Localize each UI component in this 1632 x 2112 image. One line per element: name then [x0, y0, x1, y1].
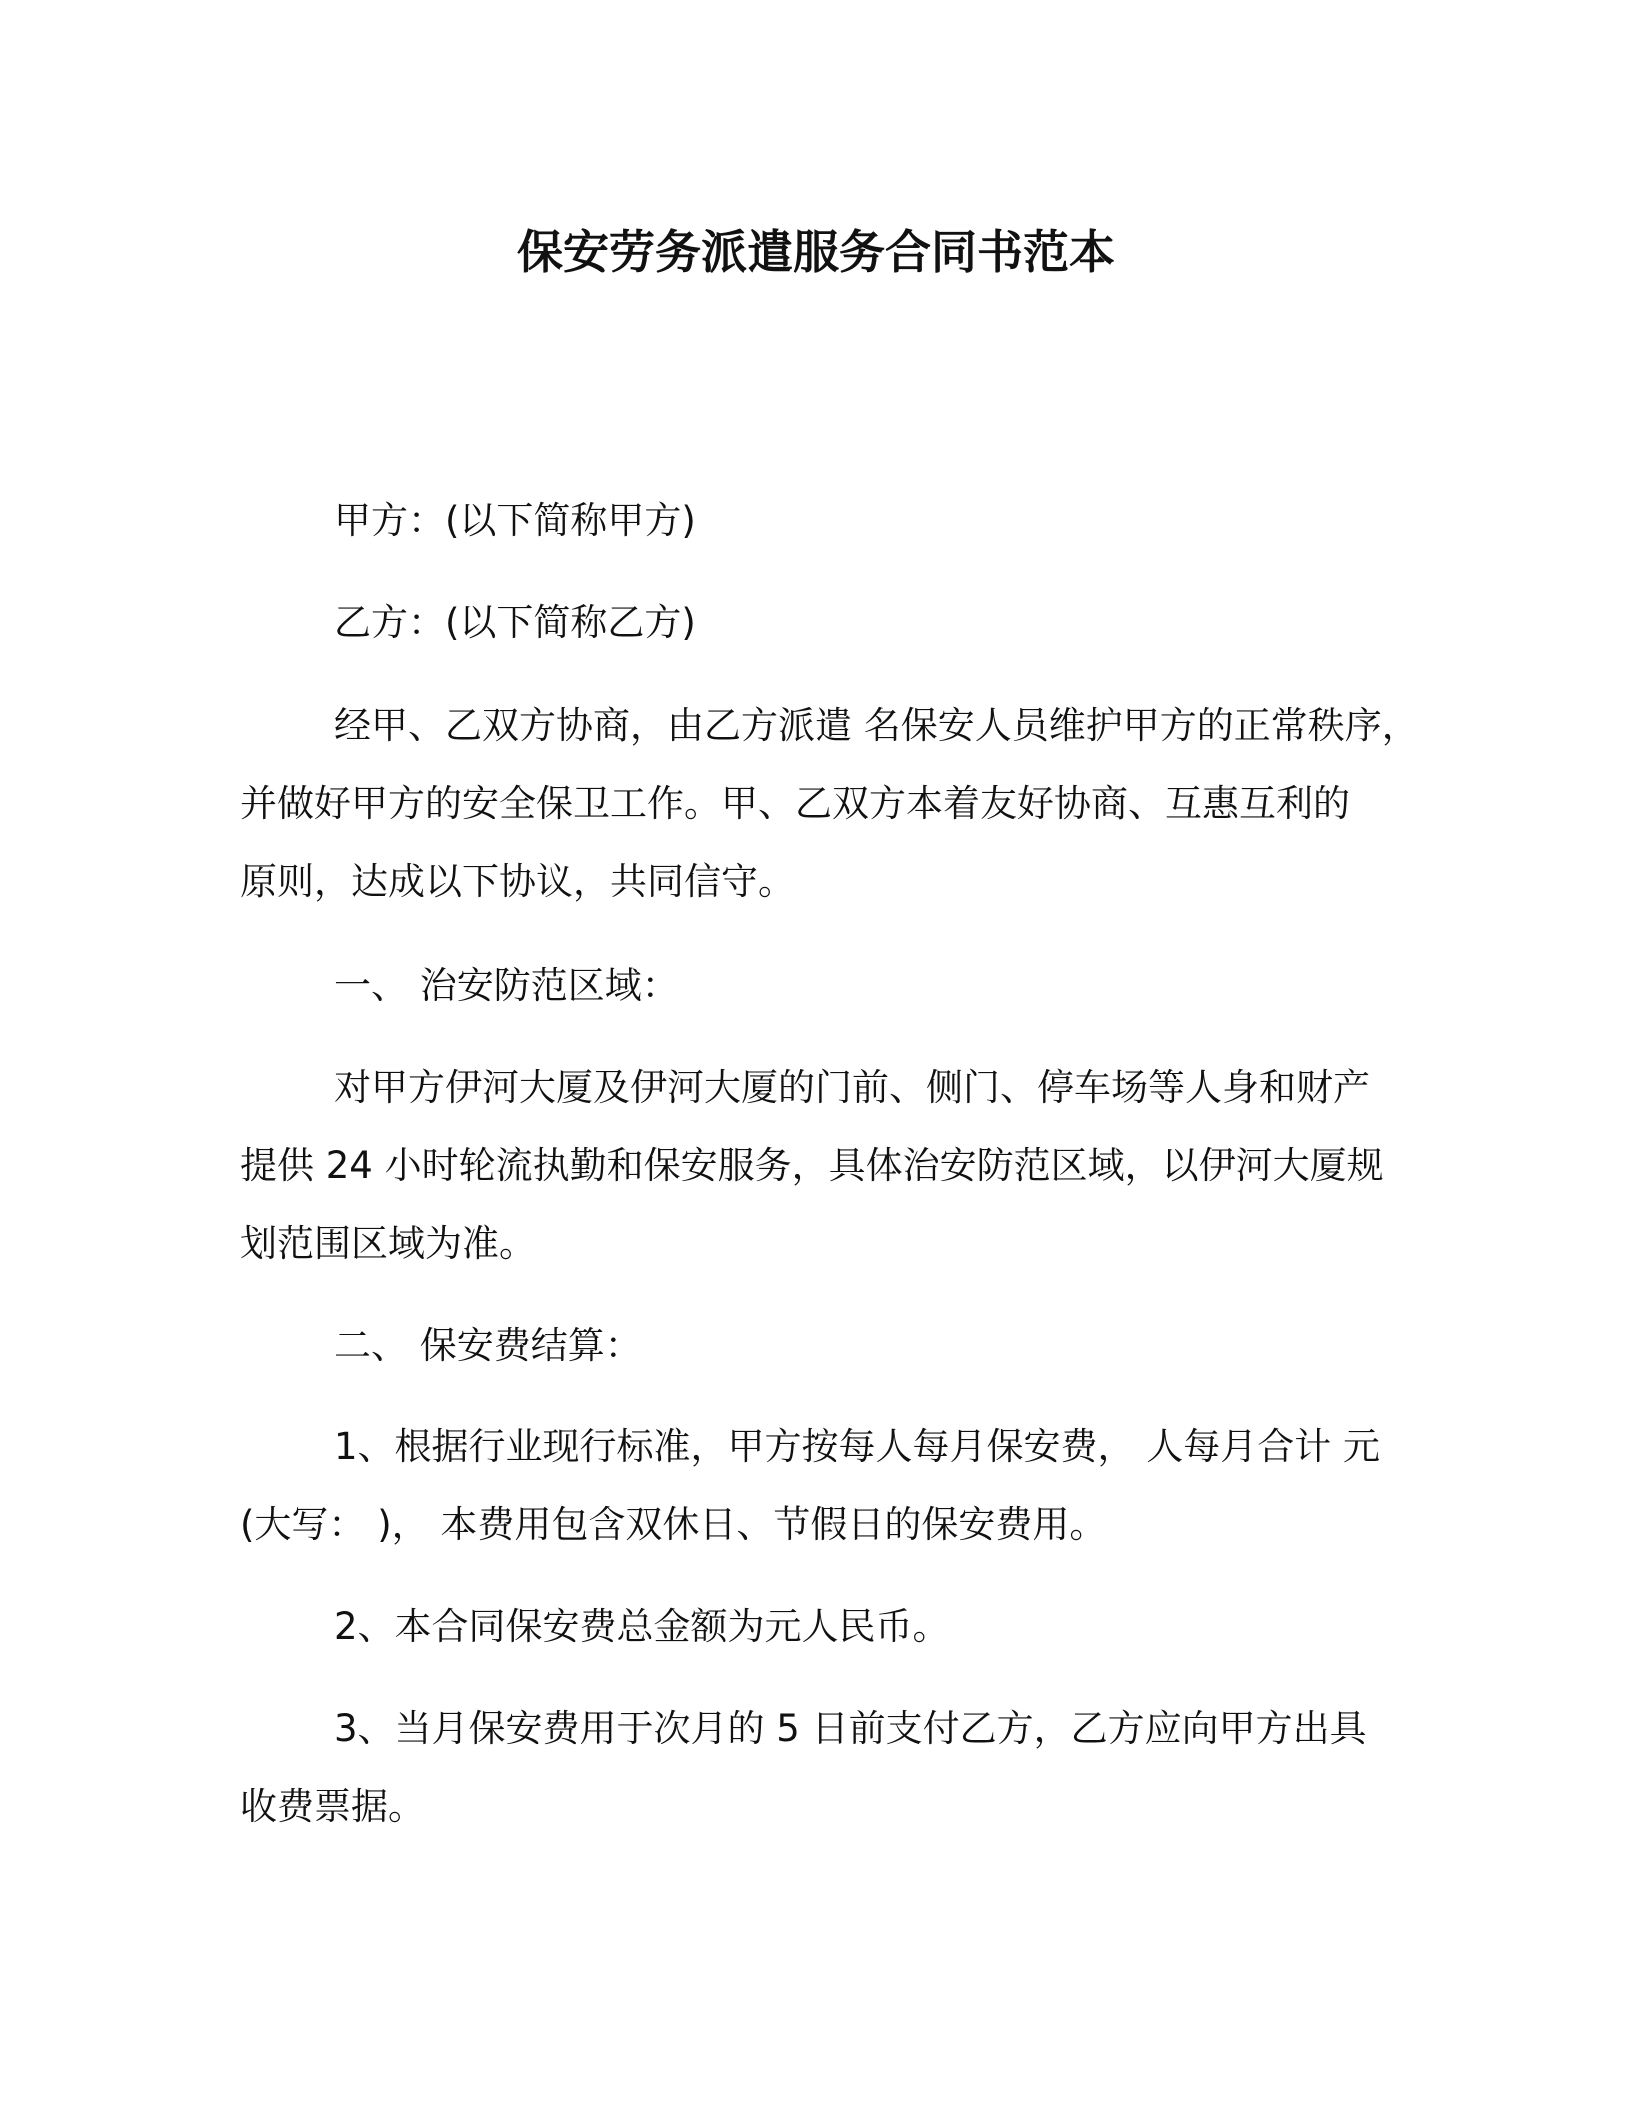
paragraph-security-area: [240, 1049, 1420, 1283]
paragraph-party-b: [240, 584, 1420, 662]
text-line: 并做好甲方的安全保卫工作。甲、乙双方本着友好协商、互惠互利的: [240, 782, 1350, 825]
text-line: (大写： )， 本费用包含双休日、节假日的保安费用。: [240, 1503, 1107, 1546]
text-line: 提供 24 小时轮流执勤和保安服务，具体治安防范区域，以伊河大厦规: [240, 1144, 1384, 1187]
paragraph-fee-2: [240, 1588, 1420, 1666]
text-line: 2、本合同保安费总金额为元人民币。: [334, 1605, 950, 1648]
text-line: 原则，达成以下协议，共同信守。: [240, 860, 795, 903]
text-line: 甲方：(以下简称甲方): [334, 499, 696, 542]
document-title: 保安劳务派遣服务合同书范本: [517, 225, 1115, 279]
heading-section-1: [240, 947, 1420, 1025]
text-line: 对甲方伊河大厦及伊河大厦的门前、侧门、停车场等人身和财产: [334, 1066, 1370, 1109]
text-line: 收费票据。: [240, 1785, 425, 1828]
text-line: 乙方：(以下简称乙方): [334, 601, 696, 644]
paragraph-party-a: [240, 482, 1420, 560]
paragraph-fee-1: [240, 1408, 1420, 1564]
text-line: 二、 保安费结算：: [334, 1324, 642, 1367]
paragraph-fee-3: [240, 1690, 1420, 1846]
paragraph-intro: [240, 687, 1420, 921]
text-line: 一、 治安防范区域：: [334, 964, 679, 1007]
text-line: 1、根据行业现行标准，甲方按每人每月保安费， 人每月合计 元: [334, 1425, 1381, 1468]
text-line: 划范围区域为准。: [240, 1222, 536, 1265]
text-line: 经甲、乙双方协商，由乙方派遣 名保安人员维护甲方的正常秩序，: [334, 704, 1419, 747]
heading-section-2: [240, 1307, 1420, 1385]
text-line: 3、当月保安费用于次月的 5 日前支付乙方，乙方应向甲方出具: [334, 1707, 1367, 1750]
